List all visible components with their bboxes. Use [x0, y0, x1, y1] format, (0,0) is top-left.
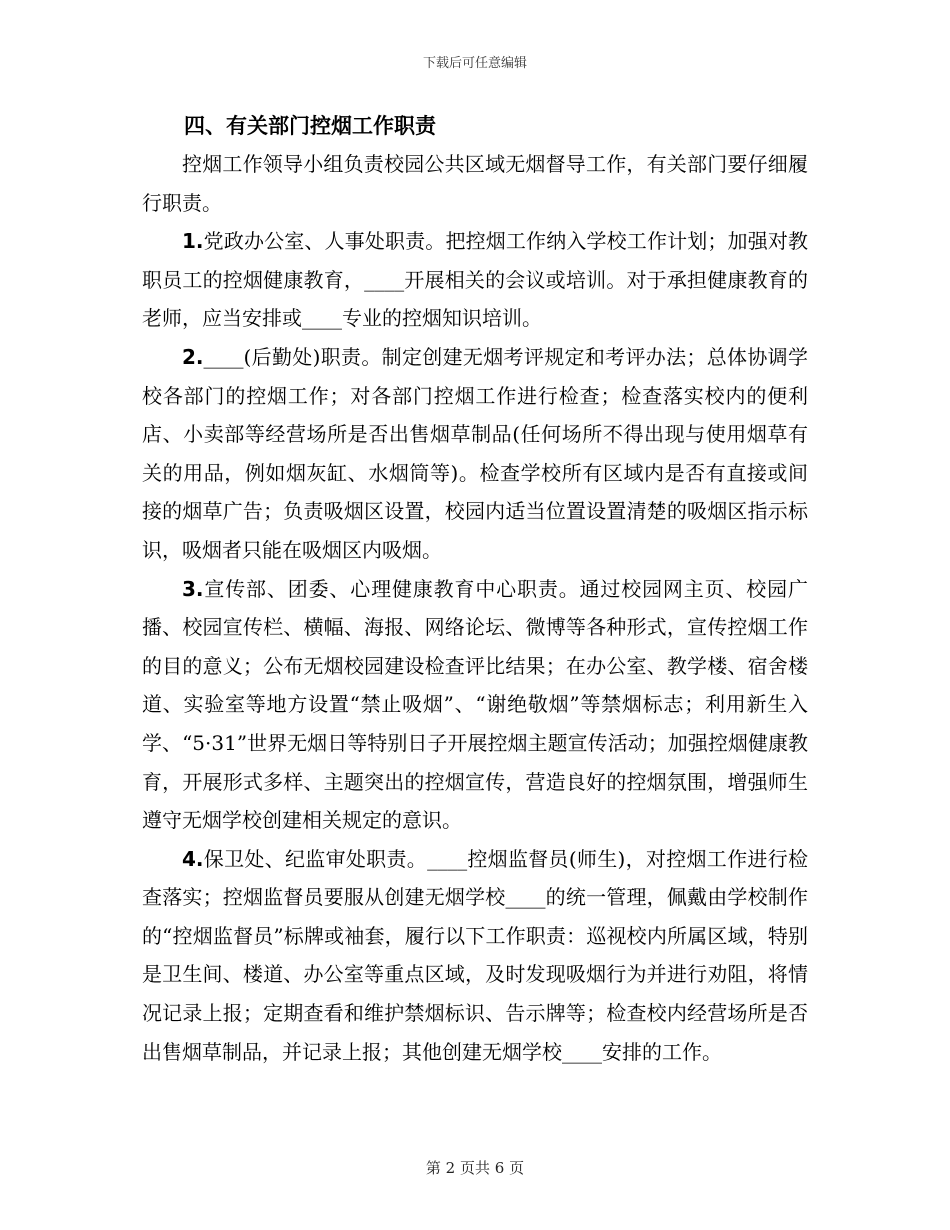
item-text: 党政办公室、人事处职责。把控烟工作纳入学校工作计划；加强对教职员工的控烟健康教育，____开展相关的会议或培训。对于承担健康教育的老师，应当安排或____专业的控烟知识培训。: [142, 229, 808, 331]
intro-paragraph: 控烟工作领导小组负责校园公共区域无烟督导工作，有关部门要仔细履行职责。: [142, 152, 808, 215]
item-number: 2.: [182, 344, 204, 369]
page-number: 第 2 页共 6 页: [425, 1159, 525, 1177]
item-paragraph-2: [142, 338, 808, 570]
item-number: 4.: [182, 846, 204, 871]
document-body: [142, 107, 808, 1071]
item-number: 3.: [182, 576, 204, 601]
item-text: 宣传部、团委、心理健康教育中心职责。通过校园网主页、校园广播、校园宣传栏、横幅、海报、网络论坛、微博等各种形式，宣传控烟工作的目的意义；公布无烟校园建设检查评比结果；在办公室、教学楼、宿舍楼道、实验室等地方设置“禁止吸烟”、“谢绝敬烟”等禁烟标志；利用新生入学、“5·31”世界无烟日等特别日子开展控烟主题宣传活动；加强控烟健康教育，开展形式多样、主题突出的控烟宣传，营造良好的控烟氛围，增强师生遵守无烟学校创建相关规定的意识。: [142, 576, 808, 833]
item-text: 保卫处、纪监审处职责。____控烟监督员(师生)，对控烟工作进行检查落实；控烟监督员要服从创建无烟学校____的统一管理，佩戴由学校制作的“控烟监督员”标牌或袖套，履行以下工作职责：巡视校内所属区域，特别是卫生间、楼道、办公室等重点区域，及时发现吸烟行为并进行劝阻，将情况记录上报；定期查看和维护禁烟标识、告示牌等；检查校内经营场所是否出售烟草制品，并记录上报；其他创建无烟学校____安排的工作。: [142, 846, 808, 1064]
page-header-note: 下载后可任意编辑: [422, 56, 527, 71]
section-heading: 四、有关部门控烟工作职责: [184, 113, 436, 138]
item-paragraph-4: [142, 840, 808, 1072]
item-text: ____(后勤处)职责。制定创建无烟考评规定和考评办法；总体协调学校各部门的控烟工作；对各部门控烟工作进行检查；检查落实校内的便利店、小卖部等经营场所是否出售烟草制品(任何场所不得出现与使用烟草有关的用品，例如烟灰缸、水烟筒等)。检查学校所有区域内是否有直接或间接的烟草广告；负责吸烟区设置，校园内适当位置设置清楚的吸烟区指示标识，吸烟者只能在吸烟区内吸烟。: [142, 344, 808, 562]
item-number: 1.: [182, 229, 204, 254]
item-paragraph-1: [142, 222, 808, 338]
item-paragraph-3: [142, 570, 808, 840]
